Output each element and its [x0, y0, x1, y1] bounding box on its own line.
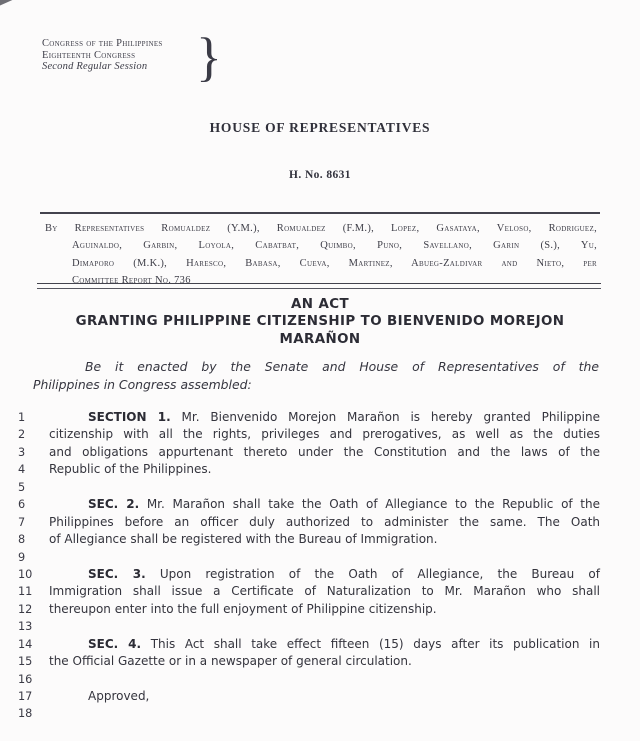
chamber-heading: HOUSE OF REPRESENTATIVES — [209, 120, 431, 135]
line-number: 5 — [18, 480, 26, 494]
section-lead: SEC. 3. — [88, 566, 146, 581]
line-text — [49, 618, 600, 635]
line-text: Republic of the Philippines. — [49, 462, 212, 477]
line-text — [49, 496, 600, 513]
bill-line — [18, 653, 600, 670]
line-number: 13 — [18, 620, 33, 634]
bill-number: H. No. 8631 — [289, 169, 351, 181]
enacting-clause-line: Be it enacted by the Senate and House of Representatives of the — [85, 359, 599, 374]
line-number: 14 — [18, 637, 33, 651]
line-number: 18 — [18, 707, 33, 721]
line-number: 15 — [18, 655, 33, 669]
bill-line — [18, 636, 600, 653]
line-number: 11 — [18, 585, 33, 599]
bill-line — [18, 531, 600, 548]
line-text — [49, 549, 600, 566]
author-line: Committee Report No. 736 — [72, 275, 191, 287]
line-text-rest: Mr. Marañon shall take the Oath of Allegiance to the Republic of the — [139, 497, 600, 512]
bill-line — [18, 618, 600, 635]
line-number: 4 — [18, 463, 26, 477]
line-text: and obligations appurtenant thereto under the Constitution and the laws of the — [49, 444, 600, 459]
author-line: Aguinaldo, Garbin, Loyola, Cabatbat, Quimbo, Puno, Savellano, Garin (S.), Yu, — [72, 240, 597, 252]
bill-line — [18, 514, 600, 531]
act-title — [0, 296, 640, 348]
line-number: 16 — [18, 672, 33, 686]
bill-line — [18, 601, 600, 618]
line-text-rest: Mr. Bienvenido Morejon Marañon is hereby granted Philippine — [170, 410, 600, 424]
bill-line — [18, 688, 600, 705]
line-text: citizenship with all the rights, privileges and prerogatives, as well as the duties — [49, 427, 600, 442]
line-text: Approved, — [88, 689, 150, 703]
line-text — [49, 566, 600, 583]
bill-line — [18, 671, 600, 688]
line-text: Immigration shall issue a Certificate of Naturalization to Mr. Marañon who shall — [49, 584, 600, 599]
authors-block — [45, 220, 597, 290]
enacting-clause — [33, 358, 599, 393]
session-name: Second Regular Session — [42, 61, 148, 73]
double-rule — [37, 283, 601, 289]
masthead — [42, 38, 163, 73]
bill-line — [18, 461, 600, 478]
section-lead: SECTION 1. — [88, 410, 171, 424]
act-title-line: MARAÑON — [279, 331, 361, 347]
line-number: 12 — [18, 602, 33, 616]
author-line: By Representatives Romualdez (Y.M.), Romualdez (F.M.), Lopez, Gasataya, Veloso, Rodriguez, — [45, 223, 597, 234]
line-text — [49, 479, 600, 496]
section-lead: SEC. 4. — [88, 636, 142, 651]
congress-name: Congress of the Philippines — [42, 38, 163, 49]
line-text — [49, 409, 600, 426]
line-text — [49, 671, 600, 688]
enacting-clause-line: Philippines in Congress assembled: — [33, 376, 252, 392]
act-title-line: AN ACT — [291, 297, 349, 312]
bill-line — [18, 566, 600, 583]
line-number: 6 — [18, 498, 26, 512]
line-text: Philippines before an officer duly authorized to administer the same. The Oath — [49, 514, 600, 529]
line-text: of Allegiance shall be registered with the Bureau of Immigration. — [49, 532, 438, 547]
bill-line — [18, 549, 600, 566]
bill-line — [18, 583, 600, 600]
line-text — [49, 705, 600, 722]
line-number: 10 — [18, 567, 33, 581]
line-number: 2 — [18, 428, 26, 442]
line-text: thereupon enter into the full enjoyment of Philippine citizenship. — [49, 601, 437, 616]
bill-body — [18, 409, 600, 723]
line-number: 9 — [18, 550, 26, 564]
line-number: 7 — [18, 515, 26, 529]
section-lead: SEC. 2. — [88, 497, 140, 512]
bill-line — [18, 705, 600, 722]
scan-artifact — [0, 0, 14, 6]
bill-line — [18, 496, 600, 513]
line-text-rest: Upon registration of the Oath of Allegiance, the Bureau of — [145, 566, 600, 581]
bill-line — [18, 444, 600, 461]
act-title-line: GRANTING PHILIPPINE CITIZENSHIP TO BIENVENIDO MOREJON — [75, 314, 565, 330]
line-number: 1 — [18, 411, 26, 424]
top-rule — [40, 212, 600, 214]
line-number: 8 — [18, 533, 26, 547]
line-number: 3 — [18, 445, 26, 459]
bill-line — [18, 426, 600, 443]
line-text-rest: This Act shall take effect fifteen (15) days after its publication in — [141, 636, 600, 651]
brace-mark: } — [196, 27, 222, 87]
author-line: Dimaporo (M.K.), Haresco, Babasa, Cueva, Martinez, Abueg-Zaldivar and Nieto, per — [72, 257, 597, 269]
bill-line — [18, 409, 600, 426]
line-text: the Official Gazette or in a newspaper of general circulation. — [49, 654, 412, 669]
congress-number: Eighteenth Congress — [42, 49, 136, 61]
bill-line — [18, 479, 600, 496]
line-number: 17 — [18, 690, 33, 703]
line-text — [49, 636, 600, 653]
